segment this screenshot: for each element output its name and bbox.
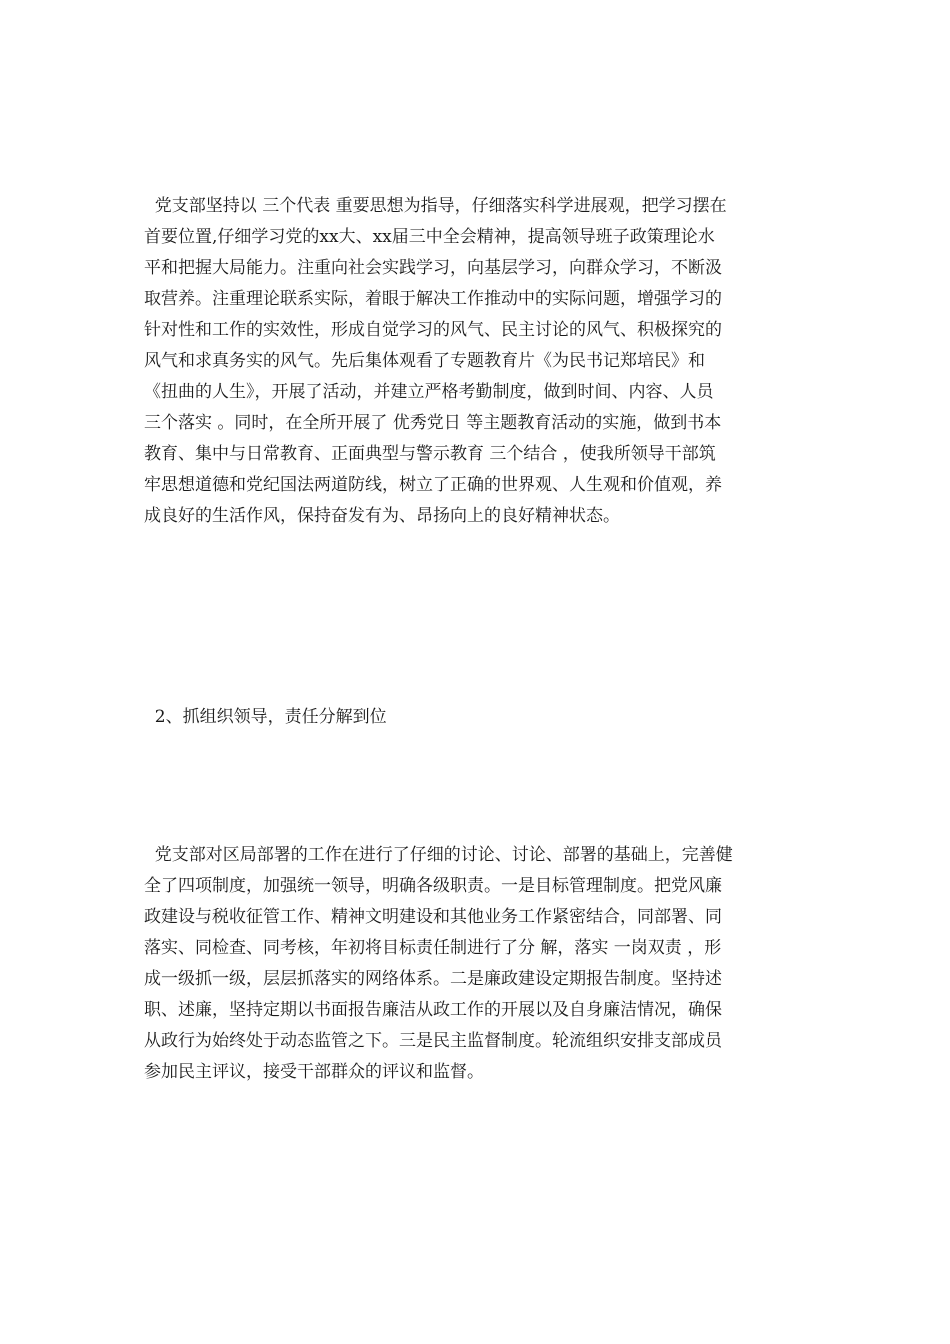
text-line: 教育、集中与日常教育、正面典型与警示教育 三个结合 ，使我所领导干部筑 — [144, 444, 716, 464]
text-line: 《扭曲的人生》，开展了活动，并建立严格考勤制度，做到时间、内容、人员 — [144, 382, 714, 402]
text-line: 全了四项制度，加强统一领导，明确各级职责。一是目标管理制度。把党风廉 — [144, 876, 722, 896]
text-line: 政建设与税收征管工作、精神文明建设和其他业务工作紧密结合，同部署、同 — [144, 907, 722, 927]
text-line: 党支部对区局部署的工作在进行了仔细的讨论、讨论、部署的基础上，完善健 — [144, 845, 733, 865]
section-heading — [144, 702, 808, 733]
text-line: 风气和求真务实的风气。先后集体观看了专题教育片《为民书记郑培民》和 — [144, 351, 705, 371]
text-line: 针对性和工作的实效性，形成自觉学习的风气、民主讨论的风气、积极探究的 — [144, 320, 722, 340]
text-line: 牢思想道德和党纪国法两道防线，树立了正确的世界观、人生观和价值观，养 — [144, 475, 722, 495]
text-line: 从政行为始终处于动态监管之下。三是民主监督制度。轮流组织安排支部成员 — [144, 1031, 722, 1051]
text-line: 党支部坚持以 三个代表 重要思想为指导，仔细落实科学进展观，把学习摆在 — [144, 196, 727, 216]
text-line: 成良好的生活作风，保持奋发有为、昂扬向上的良好精神状态。 — [144, 506, 620, 526]
text-line: 职、述廉，坚持定期以书面报告廉洁从政工作的开展以及自身廉洁情况，确保 — [144, 1000, 722, 1020]
text-line: 成一级抓一级，层层抓落实的网络体系。二是廉政建设定期报告制度。坚持述 — [144, 969, 722, 989]
text-line: 参加民主评议，接受干部群众的评议和监督。 — [144, 1062, 484, 1082]
paragraph-organization — [144, 840, 808, 1088]
text-line: 取营养。注重理论联系实际，着眼于解决工作推动中的实际问题，增强学习的 — [144, 289, 722, 309]
text-line: 三个落实 。同时，在全所开展了 优秀党日 等主题教育活动的实施，做到书本 — [144, 413, 722, 433]
text-line: 首要位置,仔细学习党的xx大、xx届三中全会精神，提高领导班子政策理论水 — [144, 227, 715, 247]
text-line: 落实、同检查、同考核，年初将目标责任制进行了分 解，落实 一岗双责 ，形 — [144, 938, 722, 958]
text-line: 平和把握大局能力。注重向社会实践学习，向基层学习，向群众学习，不断汲 — [144, 258, 722, 278]
heading-text: 2、抓组织领导，责任分解到位 — [144, 707, 387, 727]
paragraph-study — [144, 191, 808, 532]
